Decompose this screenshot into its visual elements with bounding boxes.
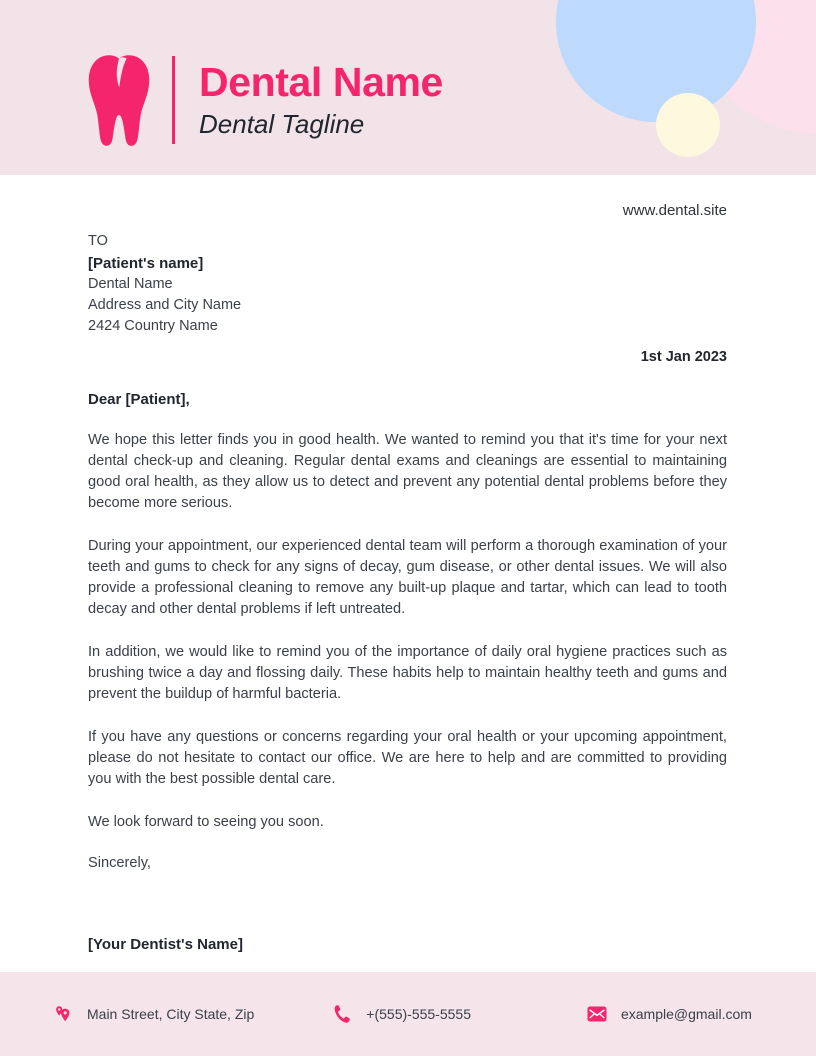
brand-name: Dental Name [199,59,443,106]
sign-off: Sincerely, [88,855,151,871]
envelope-icon [586,1003,608,1025]
brand-text [199,60,443,139]
brand-lockup [88,54,443,146]
letter-date: 1st Jan 2023 [640,349,727,365]
to-label: TO [88,233,108,249]
footer-email-text: example@gmail.com [620,1006,752,1022]
footer-phone-text: +(555)-555-5555 [366,1006,471,1022]
brand-divider [172,56,175,144]
tooth-icon [88,54,150,146]
footer-address-item [52,1003,254,1025]
dentist-signature-name: [Your Dentist's Name] [88,936,243,953]
recipient-address-line-2: Address and City Name [88,297,242,313]
recipient-name: [Patient's name] [88,255,204,272]
body-paragraph-3: In addition, we would like to remind you of the importance of daily oral hygiene practices such as brushing twice a day and flossing daily. These habits help to maintain healthy teeth and gums and prevent the buildup of harmful bacteria. [88,644,727,702]
footer-address-text: Main Street, City State, Zip [87,1006,255,1022]
website-url: www.dental.site [622,202,727,219]
footer-email-item [586,1003,752,1025]
body-paragraph-1: We hope this letter finds you in good health. We wanted to remind you that it's time for your next dental check-up and cleaning. Regular dental exams and cleanings are essential to maintaining good oral health, as they allow us to detect and prevent any potential dental problems before they become more serious. [88,432,727,511]
recipient-address-line-3: 2424 Country Name [88,318,218,334]
footer-phone-item [331,1003,471,1025]
phone-icon [331,1003,353,1025]
letter-body [88,231,727,953]
decorative-circle-cream [656,93,720,157]
salutation: Dear [Patient], [88,391,190,408]
body-paragraph-4: If you have any questions or concerns regarding your oral health or your upcoming appointment, please do not hesitate to contact our office. We are here to help and are committed to providing you with the best possible dental care. [88,729,727,787]
letterhead-header [0,0,816,175]
decorative-circle-blue [556,0,756,122]
closing-line: We look forward to seeing you soon. [88,814,324,830]
location-pin-icon [52,1003,74,1025]
brand-tagline: Dental Tagline [199,108,365,139]
body-paragraph-2: During your appointment, our experienced dental team will perform a thorough examination of your teeth and gums to check for any signs of decay, gum disease, or other dental issues. We will also provide a professional cleaning to remove any built-up plaque and tartar, which can lead to tooth decay and other dental problems if left untreated. [88,538,727,617]
letterhead-footer [0,972,816,1056]
recipient-address-line-1: Dental Name [88,276,173,292]
